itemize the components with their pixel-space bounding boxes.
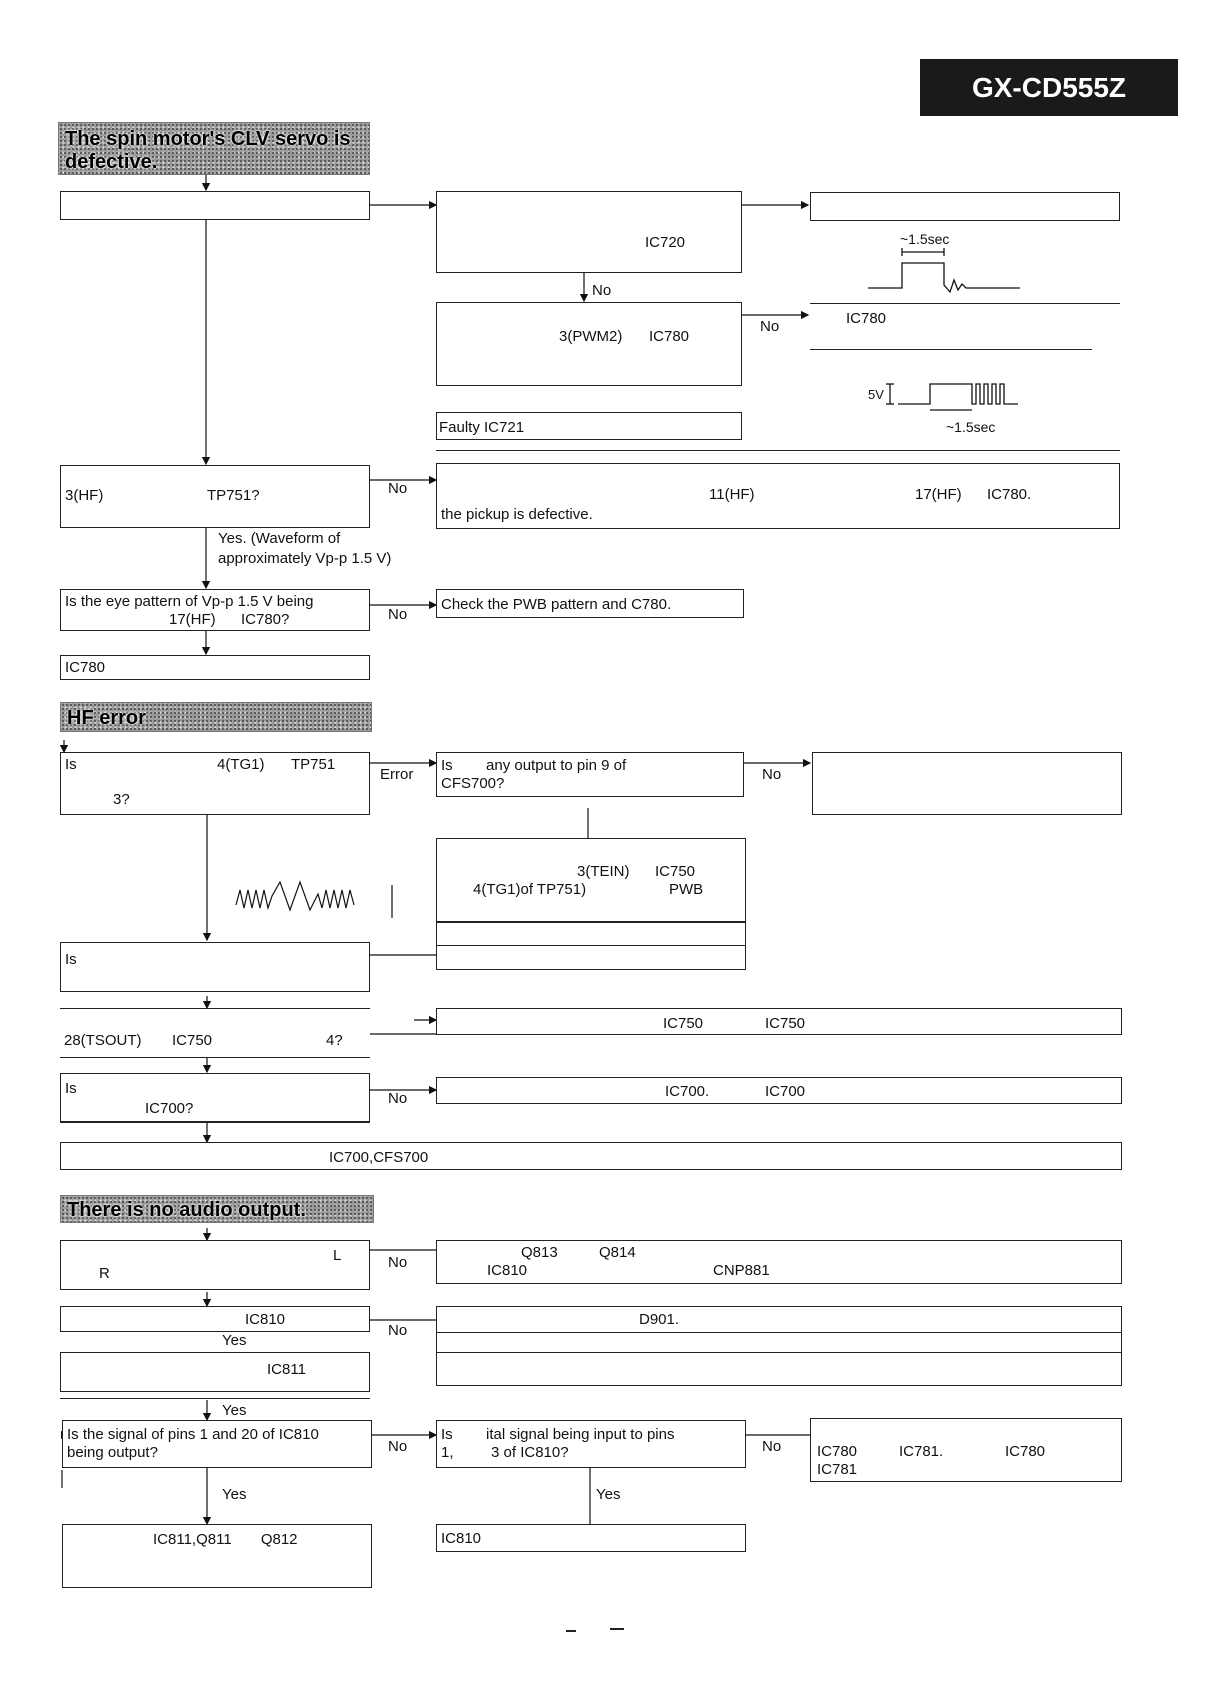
audio-r-label: R <box>99 1265 110 1282</box>
model-banner-text: GX-CD555Z <box>971 71 1127 103</box>
clv-check-box <box>436 191 742 273</box>
hf-tein-label: 3(TEIN) <box>577 863 630 880</box>
audio-ic781-a-label: IC781. <box>899 1443 944 1460</box>
audio-ic811-rule <box>60 1398 370 1399</box>
audio-final-left-label: IC811,Q811 Q812 <box>153 1531 298 1548</box>
clv-hf-question-box <box>60 465 370 528</box>
audio-section-header <box>60 1195 374 1223</box>
hf-no-label-2: No <box>388 1090 408 1107</box>
audio-ic780-b-label: IC780 <box>1005 1443 1046 1460</box>
hf-no-label-1: No <box>762 766 782 783</box>
audio-yes-label-2: Yes <box>222 1402 247 1419</box>
hf-q5-ic: IC700? <box>145 1100 194 1117</box>
hf-tg1-tp-label: 4(TG1)of TP751) <box>473 881 587 898</box>
clv-hf-pin-label: 3(HF) <box>65 487 104 504</box>
clv-pickup-label: the pickup is defective. <box>441 506 593 523</box>
mixed-waveform <box>236 882 392 918</box>
hf-tein-box <box>436 838 746 922</box>
hf-ic700-box <box>436 1077 1122 1104</box>
clv-eye-pin: 17(HF) <box>169 611 216 628</box>
clv-pwm2-box <box>436 302 742 386</box>
hf-q2-line2: CFS700? <box>441 775 505 792</box>
audio-final-mid-label: IC810 <box>441 1530 482 1547</box>
audio-ic780-label: IC780 <box>817 1443 858 1460</box>
audio-signal-question-box <box>62 1420 372 1468</box>
hf-ic750-box <box>436 1008 1122 1035</box>
audio-ic781-b-label: IC781 <box>817 1461 858 1478</box>
hf-q3-is: Is <box>65 951 77 968</box>
clv-eye-line1: Is the eye pattern of Vp-p 1.5 V being <box>65 593 314 610</box>
hf-ic700-question-box <box>60 1073 370 1122</box>
clv-title-line1: The spin motor's CLV servo is <box>65 128 351 150</box>
audio-q813-label: Q813 <box>521 1244 558 1261</box>
hf-blank-box-2-divider <box>436 945 746 946</box>
clv-pwm2-ic780: IC780 <box>649 328 690 345</box>
clv-yes-line1: Yes. (Waveform of <box>218 530 341 547</box>
hf-tg1-question-box <box>60 752 370 815</box>
clv-ic780-final-box <box>60 655 370 680</box>
clv-hf11-label: 11(HF) <box>709 486 755 503</box>
audio-q813-box <box>436 1240 1122 1284</box>
page-footer-mark-1 <box>566 1630 576 1632</box>
clv-hf-tp-label: TP751? <box>207 487 260 504</box>
clv-ic780-b-label: IC780 <box>846 310 887 327</box>
clv-no-label-3: No <box>388 480 408 497</box>
audio-ic810-a-label: IC810 <box>487 1262 528 1279</box>
hf-pulse-waveform <box>868 248 1020 292</box>
hf-q1-3: 3? <box>113 791 130 808</box>
hf-tsout-rule <box>60 1008 370 1009</box>
audio-d901-box <box>436 1306 1122 1386</box>
clv-faulty-label: Faulty IC721 <box>439 419 525 436</box>
clv-faulty-box <box>436 412 742 440</box>
clv-no-label-2: No <box>760 318 780 335</box>
clv-pwm2-label: 3(PWM2) <box>559 328 623 345</box>
hf-final-box <box>60 1142 1122 1170</box>
hf-right-blank-box <box>812 752 1122 815</box>
audio-ic810-b-label: IC810 <box>245 1311 286 1328</box>
audio-cnp881-label: CNP881 <box>713 1262 770 1279</box>
audio-no-label-1: No <box>388 1254 408 1271</box>
hf-tein-ic750: IC750 <box>655 863 696 880</box>
clv-pickup-outer-line <box>436 450 1120 451</box>
audio-yes-label-4: Yes <box>596 1486 621 1503</box>
audio-yes-label-3: Yes <box>222 1486 247 1503</box>
audio-no-label-2: No <box>388 1322 408 1339</box>
clv-no-label-4: No <box>388 606 408 623</box>
hf-q4-4: 4? <box>326 1032 343 1049</box>
hf-ic700-b-label: IC700 <box>765 1083 806 1100</box>
audio-d901-divider-1 <box>436 1332 1122 1333</box>
audio-sig-line2: being output? <box>67 1444 158 1461</box>
hf-q1-tp: TP751 <box>291 756 336 773</box>
hf-ic750-c-label: IC750 <box>663 1015 704 1032</box>
audio-title: There is no audio output. <box>67 1199 306 1221</box>
hf-final-label: IC700,CFS700 <box>329 1149 429 1166</box>
audio-ic810-box <box>60 1306 370 1332</box>
hf-title: HF error <box>67 707 146 729</box>
audio-ic780-box <box>810 1418 1122 1482</box>
clv-timing-label-1: ~1.5sec <box>900 231 950 247</box>
hf-cfs700-question-box <box>436 752 744 797</box>
audio-ic811-box <box>60 1352 370 1392</box>
clv-section-header <box>58 122 370 175</box>
hf-error-label: Error <box>380 766 414 783</box>
audio-digital-question-box <box>436 1420 746 1468</box>
audio-d901-label: D901. <box>639 1311 680 1328</box>
clv-eye-question-box <box>60 589 370 631</box>
clv-hf17-label: 17(HF) <box>915 486 962 503</box>
audio-yes-label-1: Yes <box>222 1332 247 1349</box>
hf-is-box <box>60 942 370 992</box>
clv-ic780-final-label: IC780 <box>65 659 106 676</box>
audio-lr-box <box>60 1240 370 1290</box>
clv-pwb-check-label: Check the PWB pattern and C780. <box>441 596 672 613</box>
hf-q1-pin: 4(TG1) <box>217 756 265 773</box>
hf-q2-line1: Is any output to pin 9 of <box>441 757 627 774</box>
audio-l-label: L <box>333 1247 342 1264</box>
hf-q5-is: Is <box>65 1080 77 1097</box>
clv-title-line2: defective. <box>65 151 158 173</box>
audio-ic811-label: IC811 <box>267 1361 306 1378</box>
clv-no-label-1: No <box>592 282 612 299</box>
model-banner <box>920 59 1178 116</box>
audio-dig-line2: 1, 3 of IC810? <box>441 1444 569 1461</box>
clv-ic780-c-label: IC780. <box>987 486 1032 503</box>
clock-pulse-waveform <box>886 384 1018 410</box>
hf-q1-is: Is <box>65 756 77 773</box>
hf-section-header <box>60 702 372 732</box>
clv-pickup-box <box>436 463 1120 529</box>
hf-final-rule <box>60 1122 370 1123</box>
audio-no-label-4: No <box>762 1438 782 1455</box>
clv-yes-line2: approximately Vp-p 1.5 V) <box>218 550 392 567</box>
hf-tsout-rule-bottom <box>60 1057 370 1058</box>
audio-final-left-box <box>62 1524 372 1588</box>
clv-start-box <box>60 191 370 220</box>
audio-dig-line1: Is ital signal being input to pins <box>441 1426 675 1443</box>
clv-pwb-check-box <box>436 589 744 618</box>
clv-timing-label-2: ~1.5sec <box>946 419 996 435</box>
hf-tsout-ic750: IC750 <box>172 1032 213 1049</box>
hf-ic700-a-label: IC700. <box>665 1083 710 1100</box>
audio-q814-label: Q814 <box>599 1244 636 1261</box>
page-footer-mark-2 <box>610 1628 624 1630</box>
clv-5v-label: 5V <box>868 387 884 402</box>
clv-right-box <box>810 192 1120 221</box>
audio-final-mid-box <box>436 1524 746 1552</box>
audio-d901-divider-2 <box>436 1352 1122 1353</box>
clv-eye-ic: IC780? <box>241 611 290 628</box>
hf-ic750-d-label: IC750 <box>765 1015 806 1032</box>
clv-ic780-rule-bottom <box>810 349 1092 350</box>
hf-tsout-label: 28(TSOUT) <box>64 1032 142 1049</box>
audio-sig-line1: Is the signal of pins 1 and 20 of IC810 <box>67 1426 319 1443</box>
hf-blank-box-2 <box>436 922 746 970</box>
clv-ic720-label: IC720 <box>645 234 686 251</box>
audio-no-label-3: No <box>388 1438 408 1455</box>
hf-pwb-label: PWB <box>669 881 704 898</box>
clv-ic780-rule-top <box>810 303 1120 304</box>
